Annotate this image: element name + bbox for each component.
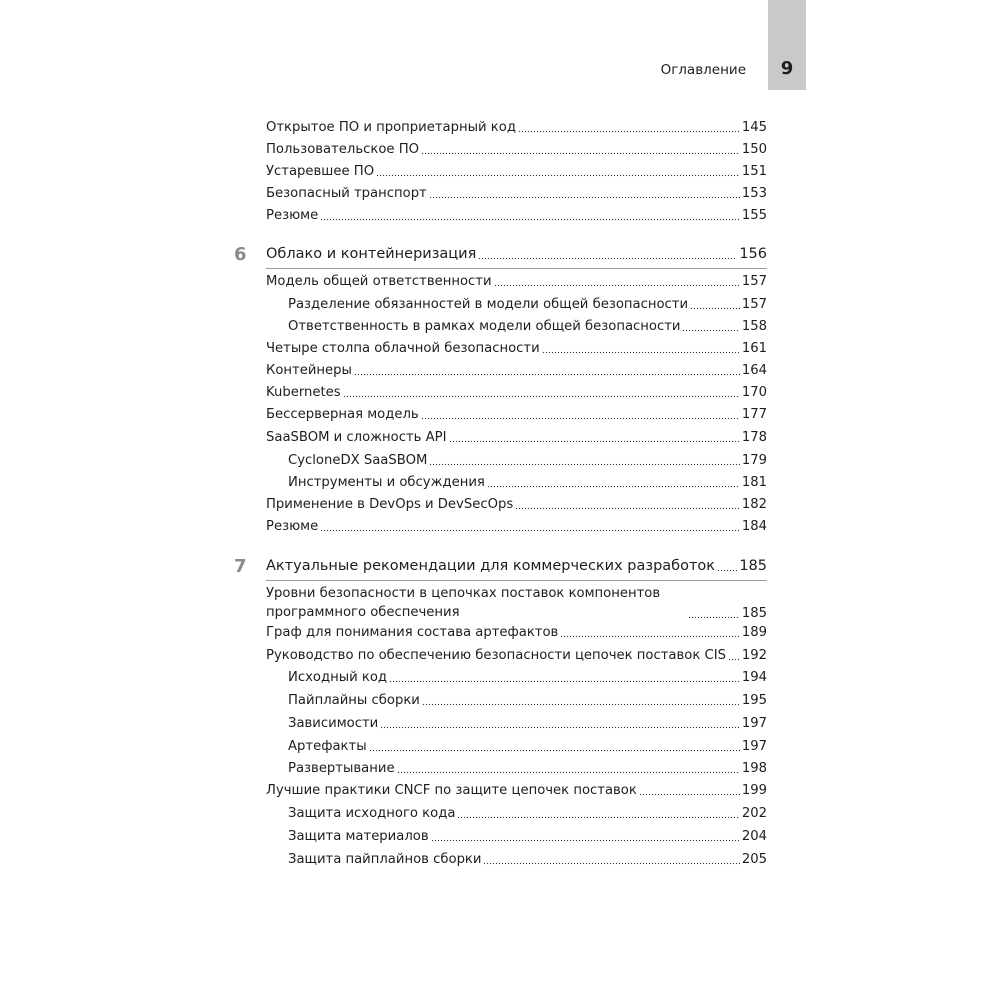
toc-entry-title: Исходный код (288, 670, 388, 685)
toc-entry-page: 195 (741, 693, 767, 708)
chapter-number: 7 (234, 556, 247, 577)
chapter-page: 156 (739, 246, 767, 262)
toc-entry (266, 119, 767, 136)
toc-subentry (288, 738, 767, 755)
leader-dots (376, 174, 740, 177)
toc-entry (266, 362, 767, 379)
leader-dots (380, 726, 740, 729)
leader-dots (429, 196, 740, 199)
toc-entry-page: 192 (741, 648, 767, 663)
leader-dots (429, 463, 740, 466)
toc-entry-page: 151 (741, 164, 767, 179)
toc-entry-title: Развертывание (288, 761, 395, 776)
chapter-rule (266, 268, 767, 269)
toc-subentry (288, 669, 767, 686)
toc-subentry (288, 828, 767, 845)
leader-dots (422, 703, 740, 706)
toc-entry-title: Разделение обязанностей в модели общей безопасности (288, 297, 689, 312)
toc-entry-title: Инструменты и обсуждения (288, 475, 485, 490)
toc-entry-title: Безопасный транспорт (266, 186, 427, 201)
leader-dots (690, 307, 740, 310)
toc-entry-page: 150 (741, 142, 767, 157)
toc-entry-page: 189 (741, 625, 767, 640)
leader-dots (449, 440, 740, 443)
toc-entry-title: Граф для понимания состава артефактов (266, 625, 559, 640)
toc-subentry (288, 760, 767, 777)
toc-entry-title: Защита пайплайнов сборки (288, 852, 482, 867)
toc-entry-title: Kubernetes (266, 385, 341, 400)
toc-entry-page: 158 (741, 319, 767, 334)
toc-entry-page: 177 (741, 407, 767, 422)
toc-entry-title: Уровни безопасности в цепочках поставок компонентов программного обеспечения (266, 586, 661, 620)
toc-entry-page: 184 (741, 519, 767, 534)
toc-entry (266, 207, 767, 224)
chapter-heading (266, 558, 767, 575)
toc-entry-page: 178 (741, 430, 767, 445)
leader-dots (494, 284, 740, 287)
toc-entry (266, 518, 767, 535)
leader-dots (483, 862, 739, 865)
leader-dots (421, 417, 740, 420)
leader-dots (320, 218, 740, 221)
toc-subentry (288, 296, 767, 313)
toc-entry-page: 198 (741, 761, 767, 776)
toc-subentry (288, 474, 767, 491)
toc-entry-page: 157 (741, 274, 767, 289)
toc-entry-title: Контейнеры (266, 363, 352, 378)
toc-entry-page: 202 (741, 806, 767, 821)
toc-entry-title: Резюме (266, 208, 319, 223)
toc-entry-title: Устаревшее ПО (266, 164, 375, 179)
toc-entry-title: SaaSBOM и сложность API (266, 430, 447, 445)
toc-entry-title: Четыре столпа облачной безопасности (266, 341, 540, 356)
page-number: 9 (780, 58, 794, 79)
toc-entry (266, 496, 767, 513)
toc-entry-title: Зависимости (288, 716, 379, 731)
toc-entry-title: Защита исходного кода (288, 806, 456, 821)
toc-entry-title: CycloneDX SaaSBOM (288, 453, 428, 468)
toc-entry-page: 155 (741, 208, 767, 223)
toc-entry-page: 205 (741, 852, 767, 867)
toc-entry-page: 182 (741, 497, 767, 512)
chapter-heading (266, 246, 767, 263)
leader-dots (688, 616, 740, 619)
leader-dots (431, 839, 740, 842)
leader-dots (728, 658, 740, 661)
toc-entry-page: 145 (741, 120, 767, 135)
toc-entry-page: 194 (741, 670, 767, 685)
toc-entry-page: 179 (741, 453, 767, 468)
leader-dots (457, 816, 739, 819)
toc-entry (266, 340, 767, 357)
toc-entry-title: Защита материалов (288, 829, 429, 844)
toc-entry (266, 586, 767, 622)
toc-entry-title: Пайплайны сборки (288, 693, 420, 708)
leader-dots (717, 569, 737, 572)
toc-subentry (288, 715, 767, 732)
toc-entry-title: Бессерверная модель (266, 407, 419, 422)
leader-dots (320, 529, 740, 532)
toc-entry (266, 163, 767, 180)
leader-dots (682, 329, 739, 332)
chapter-rule (266, 580, 767, 581)
toc-entry-title: Руководство по обеспечению безопасности цепочек поставок CIS (266, 648, 726, 663)
toc-subentry (288, 318, 767, 335)
toc-entry (266, 624, 767, 641)
toc-subentry (288, 452, 767, 469)
leader-dots (421, 152, 740, 155)
toc-entry-title: Артефакты (288, 739, 367, 754)
leader-dots (343, 395, 740, 398)
toc-entry-page: 157 (741, 297, 767, 312)
toc-entry-page: 170 (741, 385, 767, 400)
leader-dots (639, 793, 740, 796)
toc-entry-title: Резюме (266, 519, 319, 534)
leader-dots (389, 680, 740, 683)
toc-entry-page: 161 (741, 341, 767, 356)
toc-entry (266, 384, 767, 401)
toc-entry (266, 406, 767, 423)
leader-dots (518, 130, 740, 133)
chapter-title: Облако и контейнеризация (266, 246, 477, 262)
toc-entry (266, 273, 767, 290)
toc-entry-title: Пользовательское ПО (266, 142, 420, 157)
toc-entry-title: Модель общей ответственности (266, 274, 492, 289)
leader-dots (542, 351, 740, 354)
toc-subentry (288, 805, 767, 822)
leader-dots (560, 635, 739, 638)
toc-entry-title: Применение в DevOps и DevSecOps (266, 497, 514, 512)
toc-entry-title: Открытое ПО и проприетарный код (266, 120, 516, 135)
toc-entry-title: Ответственность в рамках модели общей безопасности (288, 319, 681, 334)
leader-dots (487, 485, 740, 488)
toc-entry (266, 782, 767, 799)
toc-entry (266, 647, 767, 664)
leader-dots (515, 507, 740, 510)
toc-entry (266, 429, 767, 446)
chapter-page: 185 (739, 558, 767, 574)
leader-dots (397, 771, 740, 774)
toc-subentry (288, 851, 767, 868)
toc-entry-page: 153 (741, 186, 767, 201)
running-title: Оглавление (660, 62, 746, 78)
leader-dots (354, 373, 740, 376)
toc-entry-page: 199 (741, 783, 767, 798)
leader-dots (478, 257, 737, 260)
toc-entry-title: Лучшие практики CNCF по защите цепочек поставок (266, 783, 637, 798)
toc-entry-page: 181 (741, 475, 767, 490)
chapter-number: 6 (234, 244, 247, 265)
toc-entry-page: 204 (741, 829, 767, 844)
leader-dots (369, 749, 740, 752)
toc-entry (266, 185, 767, 202)
toc-entry-page: 164 (741, 363, 767, 378)
toc-entry (266, 141, 767, 158)
chapter-title: Актуальные рекомендации для коммерческих разработок (266, 558, 716, 574)
toc-entry-page: 197 (741, 716, 767, 731)
toc-entry-page: 185 (741, 606, 767, 621)
toc-subentry (288, 692, 767, 709)
toc-entry-page: 197 (741, 739, 767, 754)
